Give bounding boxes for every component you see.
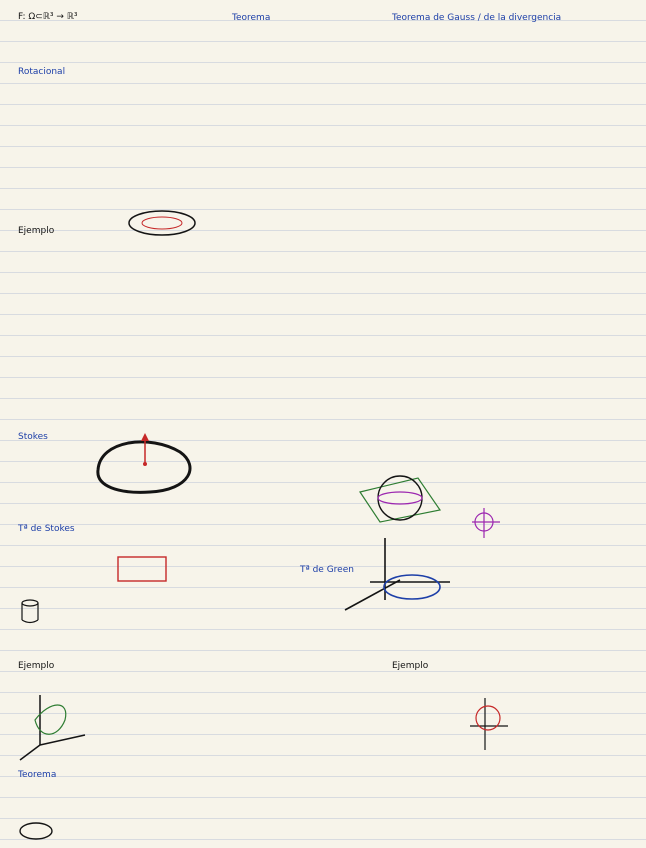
xy-circle-diagram — [472, 508, 500, 538]
ejemplo-3-label: Ejemplo — [392, 661, 429, 671]
ejemplo-2-label: Ejemplo — [18, 661, 55, 671]
cylinder-diagram — [22, 600, 38, 623]
teorema-top: Teorema — [232, 13, 271, 23]
bottom-right-diagram — [470, 698, 508, 750]
teorema-bottom: Teorema — [18, 770, 57, 780]
surface-diagram — [98, 433, 190, 492]
circled-symbol — [20, 823, 52, 839]
green-theorem-label: Tª de Green — [300, 565, 354, 575]
boxed-formula — [118, 557, 166, 581]
gauss-title: Teorema de Gauss / de la divergencia — [392, 13, 562, 23]
rotacional-label: Rotacional — [18, 67, 66, 77]
ellipsoid-diagram — [129, 211, 195, 235]
page-top-left-eq: F: Ω⊂ℝ³ → ℝ³ — [18, 12, 78, 22]
stokes-heading: Stokes — [18, 432, 48, 442]
ejemplo-1-label: Ejemplo — [18, 226, 55, 236]
sphere-plane-diagram — [360, 476, 440, 522]
stokes-theorem-label: Tª de Stokes — [18, 524, 75, 534]
axes-diagram — [345, 538, 450, 610]
bottom-axes-diagram — [20, 695, 85, 760]
